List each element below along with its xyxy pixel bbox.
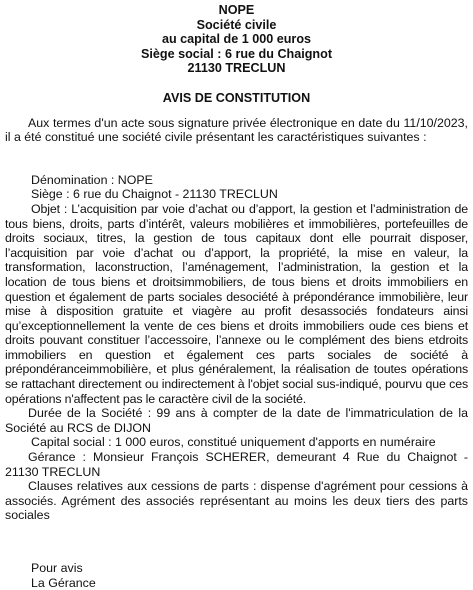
pour-avis: Pour avis bbox=[31, 561, 83, 575]
company-details bbox=[5, 173, 468, 523]
notice-title: AVIS DE CONSTITUTION bbox=[162, 90, 311, 105]
intro-paragraph: Aux termes d'un acte sous signature privée électronique en date du 11/10/2023, il a été constitué une société civile présentant les caractéristiques suivantes : bbox=[5, 115, 468, 145]
siege-line: Siège : 6 rue du Chaignot - 21130 TRECLUN bbox=[31, 187, 278, 202]
company-siege: Siège social : 6 rue du Chaignot bbox=[140, 46, 333, 61]
cessions-paragraph: Clauses relatives aux cessions de parts : dispense d'agrément pour cessions à associés. Agrément des associés représentant au moins les deux tiers des parts sociales bbox=[5, 479, 468, 523]
spacer bbox=[5, 145, 468, 173]
company-name: NOPE bbox=[218, 3, 255, 17]
signature: La Gérance bbox=[31, 575, 96, 590]
gerance-paragraph: Gérance : Monsieur François SCHERER, demeurant 4 Rue du Chaignot - 21130 TRECLUN bbox=[5, 450, 468, 479]
duree-paragraph: Durée de la Société : 99 ans à compter de la date de l'immatriculation de la Société au RCS de DIJON bbox=[5, 406, 468, 435]
company-form: Société civile bbox=[196, 17, 277, 32]
denomination-line: Dénomination : NOPE bbox=[31, 172, 153, 187]
company-capital: au capital de 1 000 euros bbox=[161, 32, 312, 47]
company-city: 21130 TRECLUN bbox=[187, 61, 286, 76]
objet-paragraph: Objet : L’acquisition par voie d’achat ou d’apport, la gestion et l’administration de tous biens, droits, parts d’intérêt, valeurs mobilières et immobilières, portefeuilles de droits sociaux, titres, la gestion de tous capitaux dont elle pourrait disposer, l’acquisition par voie d’achat ou d’apport, la propriété, la mise en valeur, la transformation, laconstruction, l’aménagement, l’administration, la gestion et la location de tous biens et droitsimmobiliers, de tous biens et droits immobiliers en question et également de parts sociales desociété à prépondérance immobilière, leur mise à disposition gratuite et viagère au profit desassociés fondateurs ainsi qu’exceptionnellement la vente de ces biens et droits immobiliers oude ces biens et droits pouvant constituer l’accessoire, l’annexe ou le complément des biens etdroits immobiliers en question et également ces parts sociales de société à prépondéranceimmobilière, et plus généralement, la réalisation de toutes opérations se rattachant directement ou indirectement à l'objet social sus-indiqué, pourvu que ces opérations n'affectent pas le caractère civil de la société. bbox=[5, 201, 468, 406]
capital-line: Capital social : 1 000 euros, constitué uniquement d'apports en numéraire bbox=[31, 435, 436, 450]
notice-header bbox=[5, 3, 468, 76]
closing-block bbox=[5, 561, 468, 590]
